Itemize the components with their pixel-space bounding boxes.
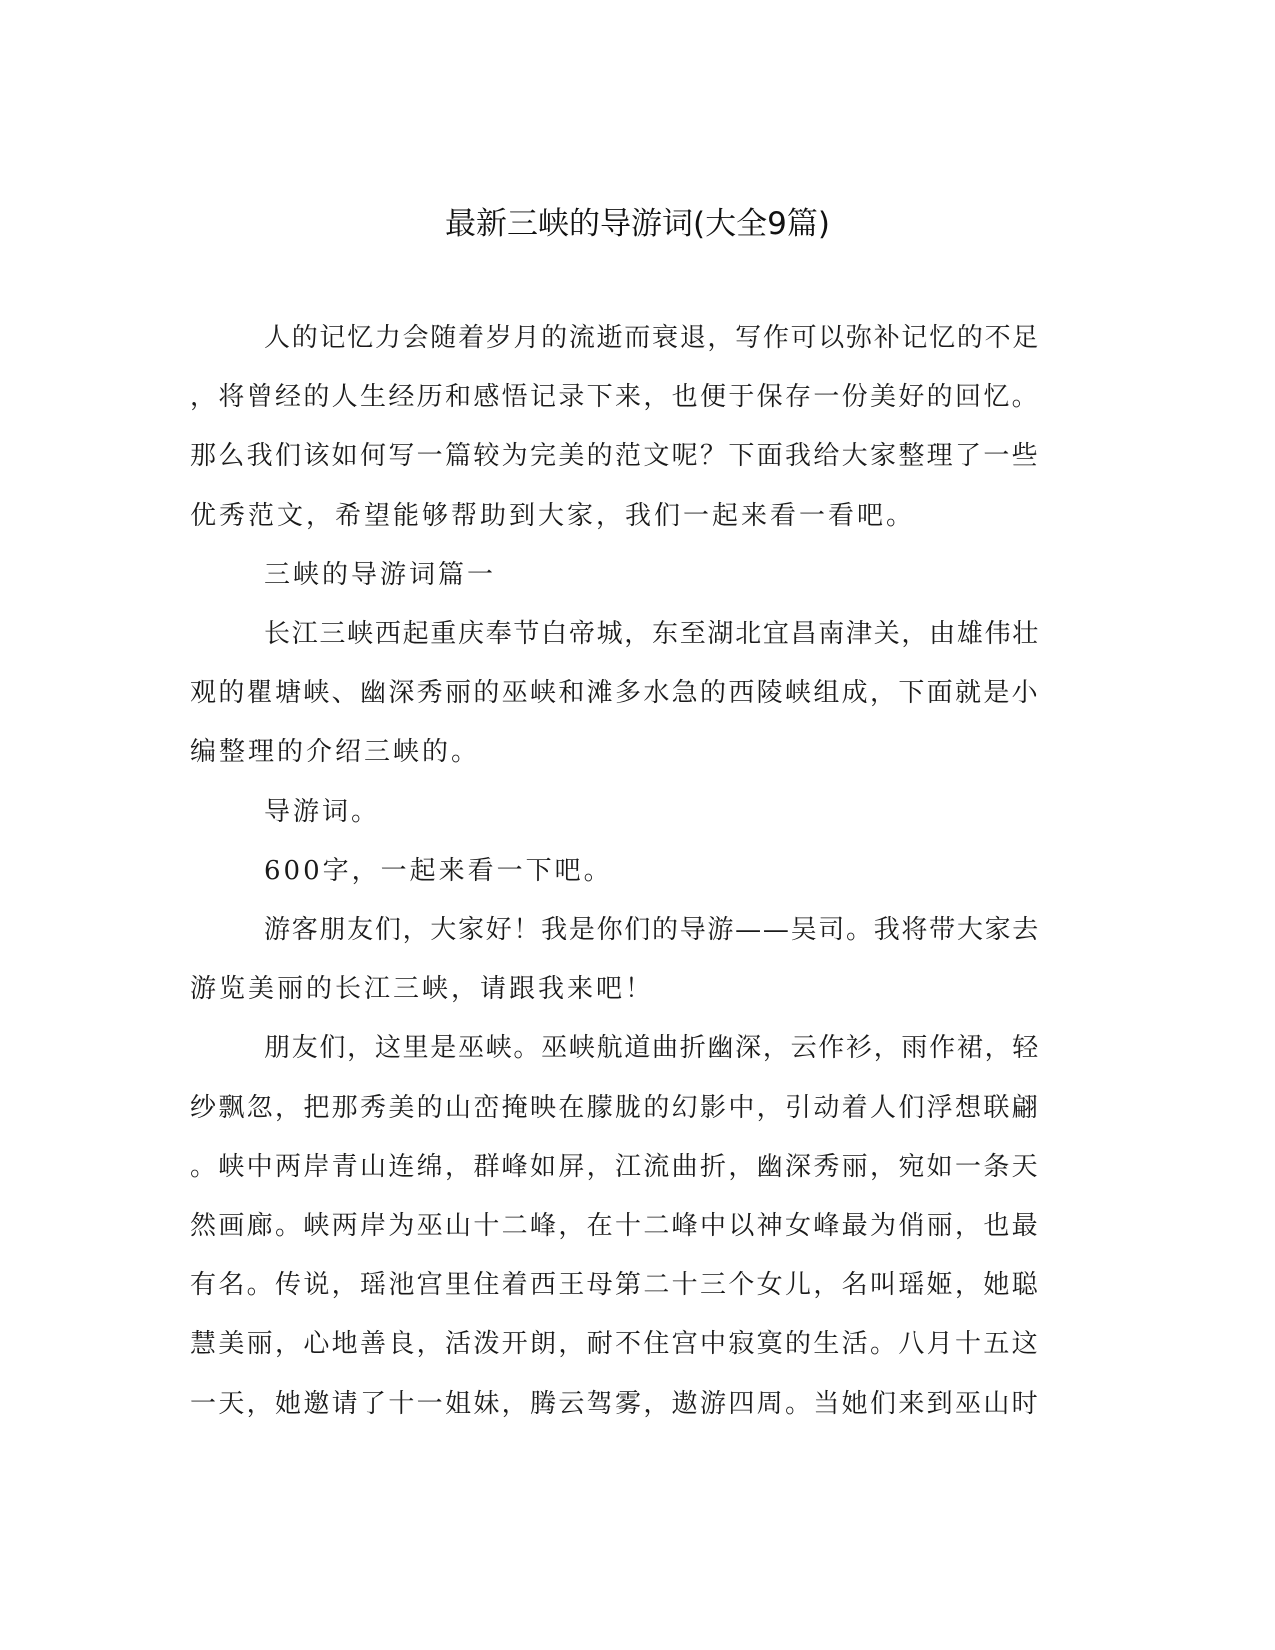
- body-line: 慧美丽，心地善良，活泼开朗，耐不住宫中寂寞的生活。八月十五这: [190, 1329, 1041, 1360]
- body-line: ，将曾经的人生经历和感悟记录下来，也便于保存一份美好的回忆。: [190, 382, 1041, 413]
- body-line: 朋友们，这里是巫峡。巫峡航道曲折幽深，云作衫，雨作裙，轻: [264, 1033, 1041, 1064]
- body-line: 编整理的介绍三峡的。: [190, 737, 481, 768]
- body-line: 那么我们该如何写一篇较为完美的范文呢？下面我给大家整理了一些: [190, 441, 1041, 472]
- body-line: 。峡中两岸青山连绵，群峰如屏，江流曲折，幽深秀丽，宛如一条天: [190, 1151, 1041, 1182]
- body-line: 导游词。: [264, 796, 381, 827]
- body-line: 游客朋友们，大家好！我是你们的导游——吴司。我将带大家去: [264, 915, 1041, 945]
- body-line: 游览美丽的长江三峡，请跟我来吧！: [190, 974, 655, 1005]
- body-line: 一天，她邀请了十一姐妹，腾云驾雾，遨游四周。当她们来到巫山时: [190, 1388, 1041, 1419]
- body-line: 长江三峡西起重庆奉节白帝城，东至湖北宜昌南津关，由雄伟壮: [264, 619, 1041, 649]
- document-title: 最新三峡的导游词(大全9篇): [445, 206, 830, 242]
- body-line: 600字，一起来看一下吧。: [264, 855, 613, 886]
- body-line: 优秀范文，希望能够帮助到大家，我们一起来看一看吧。: [190, 500, 916, 531]
- body-line: 三峡的导游词篇一: [264, 559, 497, 590]
- body-line: 观的瞿塘峡、幽深秀丽的巫峡和滩多水急的西陵峡组成，下面就是小: [190, 678, 1041, 709]
- body-line: 然画廊。峡两岸为巫山十二峰，在十二峰中以神女峰最为俏丽，也最: [190, 1211, 1041, 1241]
- body-line: 有名。传说，瑶池宫里住着西王母第二十三个女儿，名叫瑶姬，她聪: [190, 1270, 1041, 1301]
- body-line: 人的记忆力会随着岁月的流逝而衰退，写作可以弥补记忆的不足: [264, 323, 1041, 353]
- body-line: 纱飘忽，把那秀美的山峦掩映在朦胧的幻影中，引动着人们浮想联翩: [190, 1092, 1041, 1123]
